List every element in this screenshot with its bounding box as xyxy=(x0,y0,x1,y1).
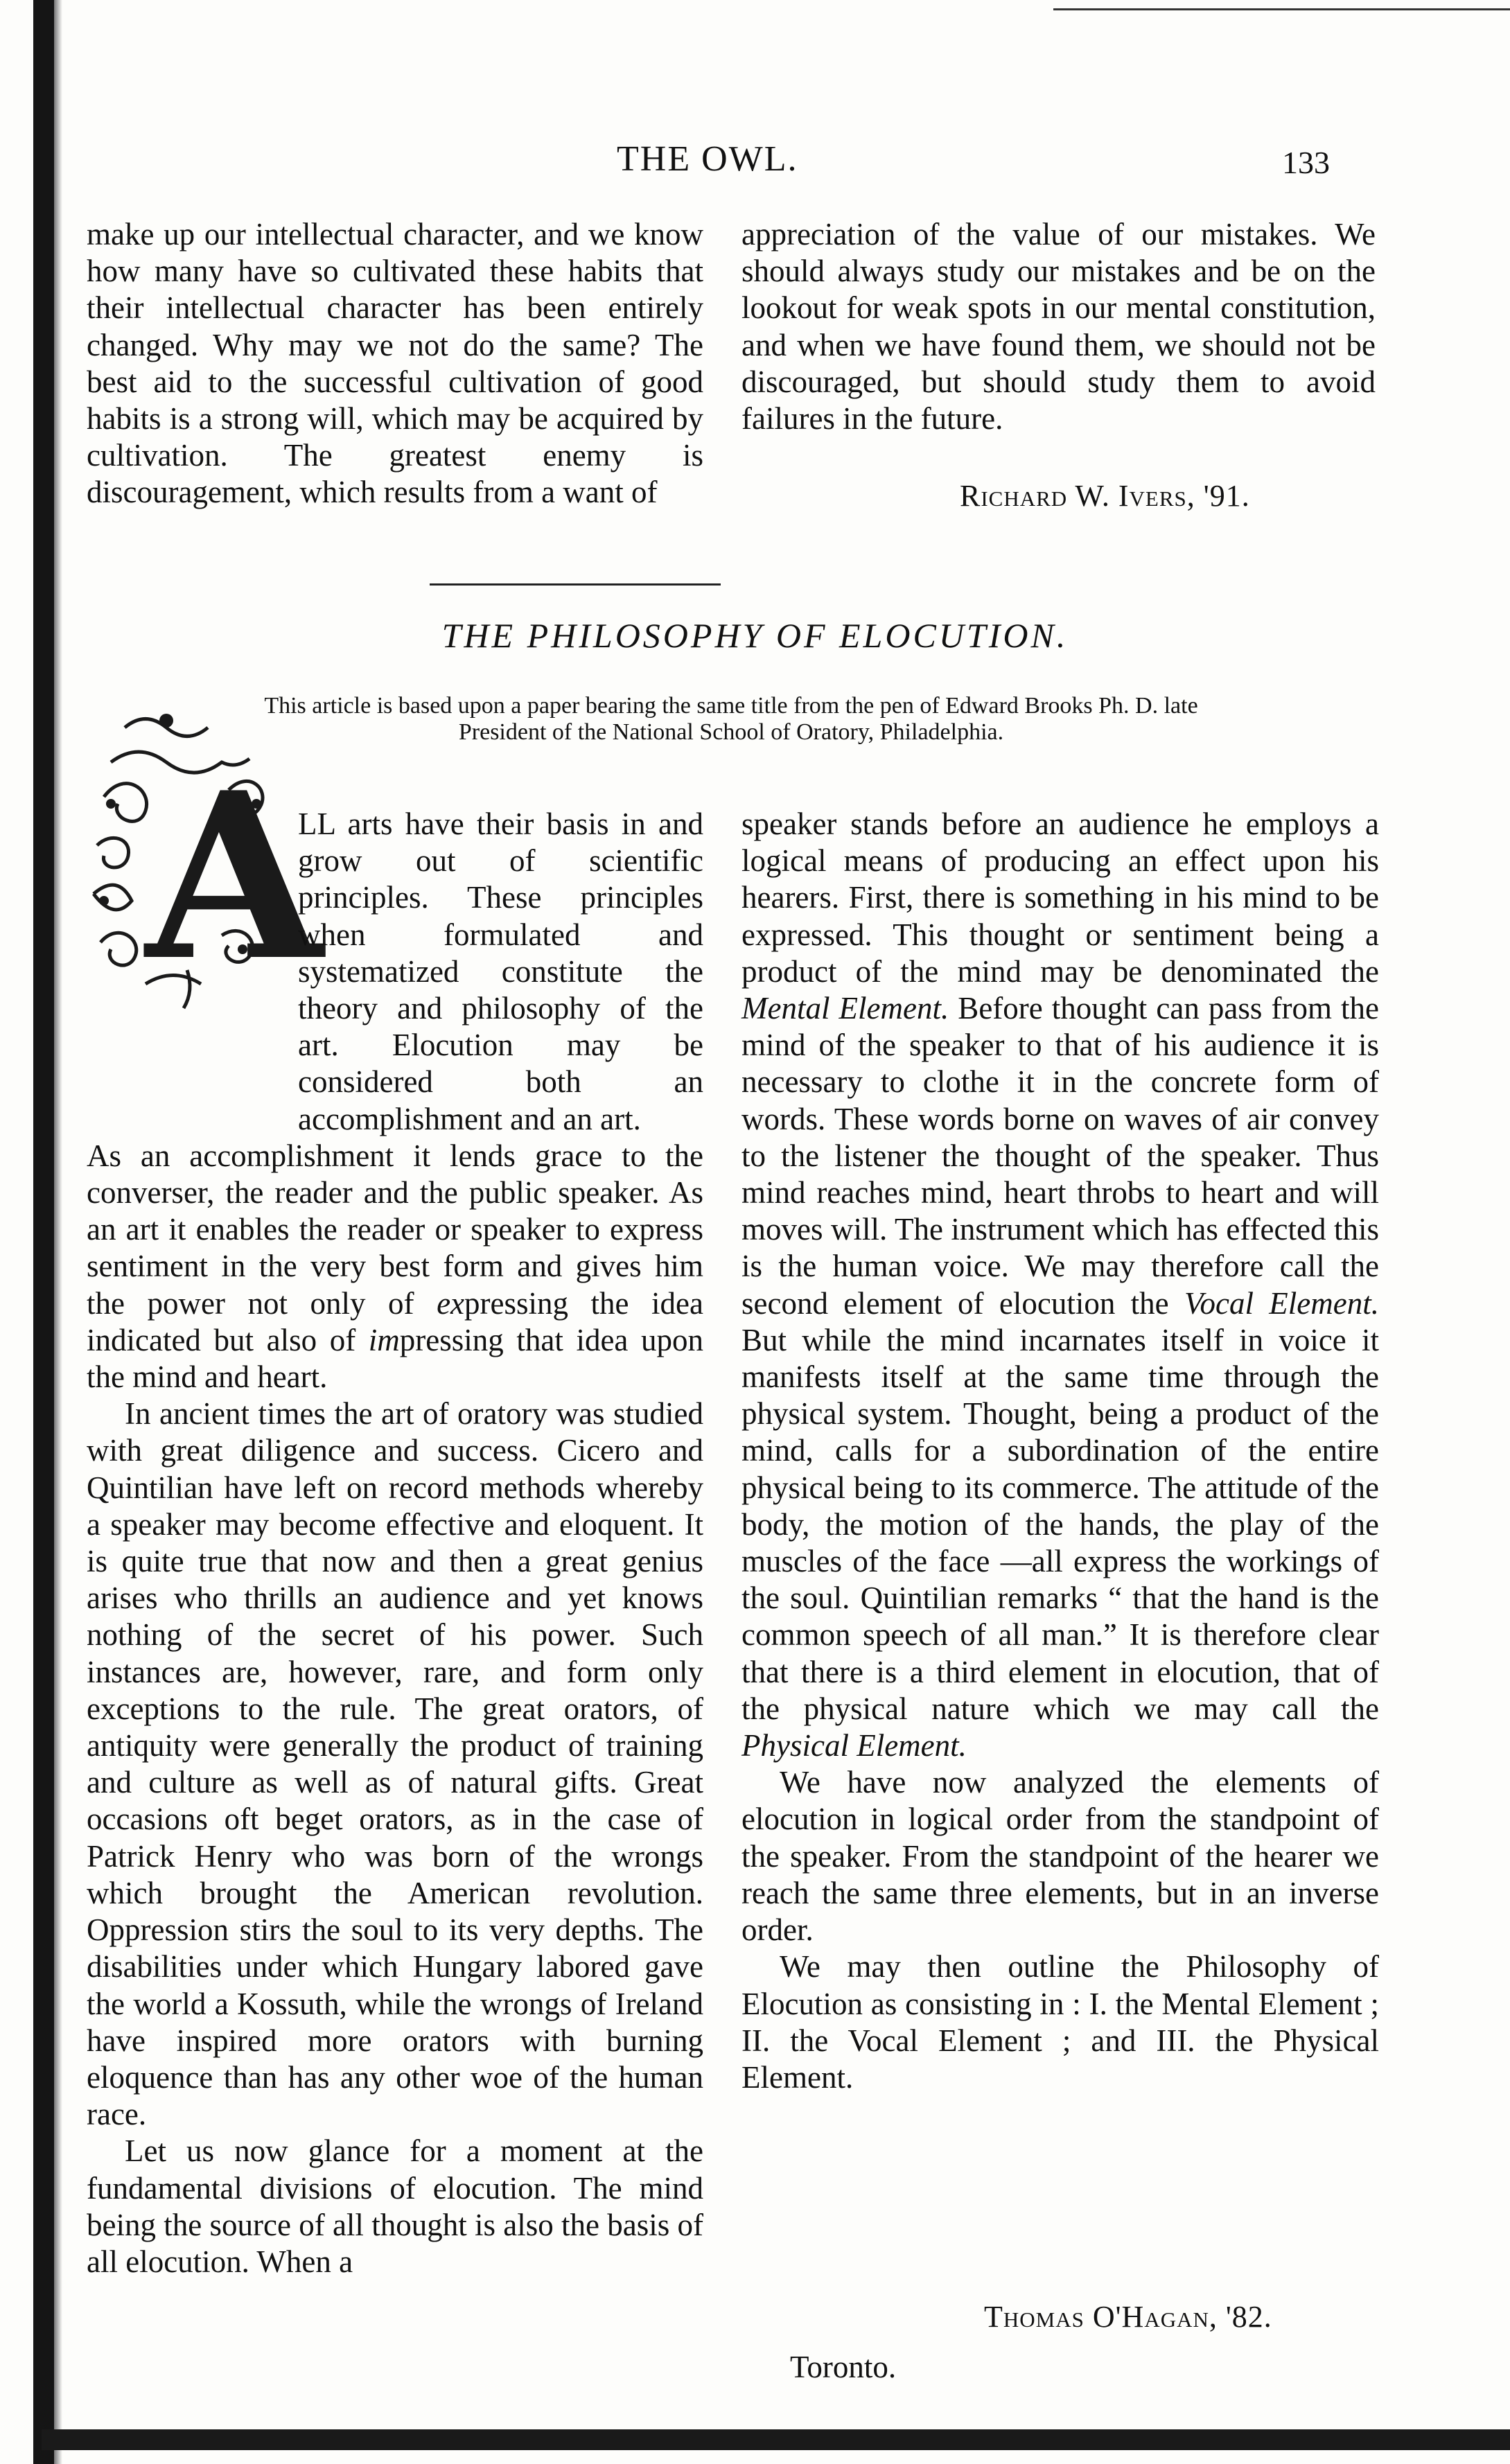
prev-article-text-left: make up our intellectual character, and we know how many have so cultivated these habits that their intellectual character has been entirely changed. Why may we not do the same? The best aid to the successful cultivation of good habits is a strong will, which may be acquired by cultivation. The greatest enemy is discouragement, which results from a want of xyxy=(87,217,703,510)
section-divider xyxy=(430,583,721,586)
emphasis-mental-element: Mental Element. xyxy=(741,991,949,1026)
emphasis-vocal-element: Vocal Element. xyxy=(1184,1285,1379,1321)
text-run: pressing that idea upon the mind and heart. xyxy=(87,1322,703,1395)
text-run: pressing the idea indicated but also of xyxy=(87,1285,703,1357)
article-paragraph-1-continued xyxy=(87,1138,703,1396)
emphasis-physical-element: Physical Element. xyxy=(741,1728,967,1763)
spine-gradient xyxy=(54,0,62,2464)
article-title: THE PHILOSOPHY OF ELOCUTION. xyxy=(441,616,1069,655)
article-paragraph-4: We have now analyzed the elements of elocution in logical order from the standpoint of the speaker. From the standpoint of the hearer we reach the same three elements, but in an inverse order. xyxy=(741,1765,1379,1948)
text-run: Before thought can pass from the mind of the speaker to that of his audience it is necessary to clothe it in the concrete form of words. These words borne on waves of air convey to the listener the thought of the speaker. Thus mind reaches mind, heart throbs to heart and will moves will. The instrument which has effected this is the human voice. We may therefore call the second element of elocution the xyxy=(741,991,1379,1321)
article-paragraph-2: In ancient times the art of oratory was studied with great diligence and success. Cicero and Quintilian have left on record methods whereby a speaker may become effective and eloquent. It is quite true that now and then a great genius arises who thrills an audience and yet knows nothing of the secret of his power. Such instances are, however, rare, and form only exceptions to the rule. The great orators, of antiquity were generally the product of training and culture as well as of natural gifts. Great occasions oft beget orators, as in the case of Patrick Henry who was born of the wrongs which brought the American revolution. Oppression stirs the soul to its very depths. The disabilities under which Hungary labored gave the world a Kossuth, while the wrongs of Ireland have inspired more orators with burning eloquence than has any other woe of the human race. xyxy=(87,1396,703,2132)
prev-article-right-column xyxy=(741,216,1376,437)
article-signature: Thomas O'Hagan, '82. xyxy=(984,2300,1272,2334)
drop-cap-letter: A xyxy=(146,742,324,1011)
prev-article-text-right: appreciation of the value of our mistakes. We should always study our mistakes and be on the lookout for weak spots in our mental constitution, and when we have found them, we should not be discouraged, but should study them to avoid failures in the future. xyxy=(741,217,1376,437)
text-run: As an accomplishment it lends grace to the converser, the reader and the public speaker. As an art it enables the reader or speaker to express sentiment in the very best form and gives him the power not only of xyxy=(87,1138,703,1321)
page-number: 133 xyxy=(1282,145,1330,180)
article-paragraph-3: Let us now glance for a moment at the fundamental divisions of elocution. The mind being the source of all thought is also the basis of all elocution. When a xyxy=(87,2133,703,2279)
prev-article-left-column xyxy=(87,216,703,511)
page-header xyxy=(0,139,1510,187)
text-run: But while the mind incarnates itself in voice it manifests itself at the same time through the physical system. Thought, being a product of the mind, calls for a subordination of the entire physical being to its commerce. The attitude of the body, the motion of the hands, the play of the muscles of the face —all express the workings of the soul. Quintilian remarks “ that the hand is the common speech of all man.” It is therefore clear that there is a third element in elocution, that of the physical nature which we may call the xyxy=(741,1322,1379,1726)
text-run: speaker stands before an audience he employs a logical means of producing an effect upon his hearers. First, there is something in his mind to be expressed. This thought or sentiment being a product of the mind may be denominated the xyxy=(741,807,1379,989)
article-source-note: This article is based upon a paper bearing the same title from the pen of Edward Brooks Ph. D. late President of the National School of Oratory, Philadelphia. xyxy=(264,693,1198,745)
article-left-column xyxy=(87,806,703,2280)
running-title: THE OWL. xyxy=(617,139,798,179)
emphasis-ex: ex xyxy=(437,1285,465,1321)
article-opening-lines: LL arts have their basis in and grow out of scientific principles. These principles when formulated and systematized constitute the theory and philosophy of the art. Elocution may be considered both an accomplishment and an art. xyxy=(298,807,703,1136)
article-right-column xyxy=(741,806,1379,2096)
article-paragraph-3-continued xyxy=(741,806,1379,1764)
emphasis-im: im xyxy=(368,1322,400,1357)
prev-article-signature: Richard W. Ivers, '91. xyxy=(960,479,1250,513)
bottom-page-edge xyxy=(42,2429,1510,2450)
article-paragraph-5: We may then outline the Philosophy of Elocution as consisting in : I. the Mental Element ; II. the Vocal Element ; and III. the Physical Element. xyxy=(741,1949,1379,2095)
top-edge-rule xyxy=(1053,8,1510,10)
article-place: Toronto. xyxy=(790,2350,897,2384)
book-spine-shadow xyxy=(33,0,54,2464)
